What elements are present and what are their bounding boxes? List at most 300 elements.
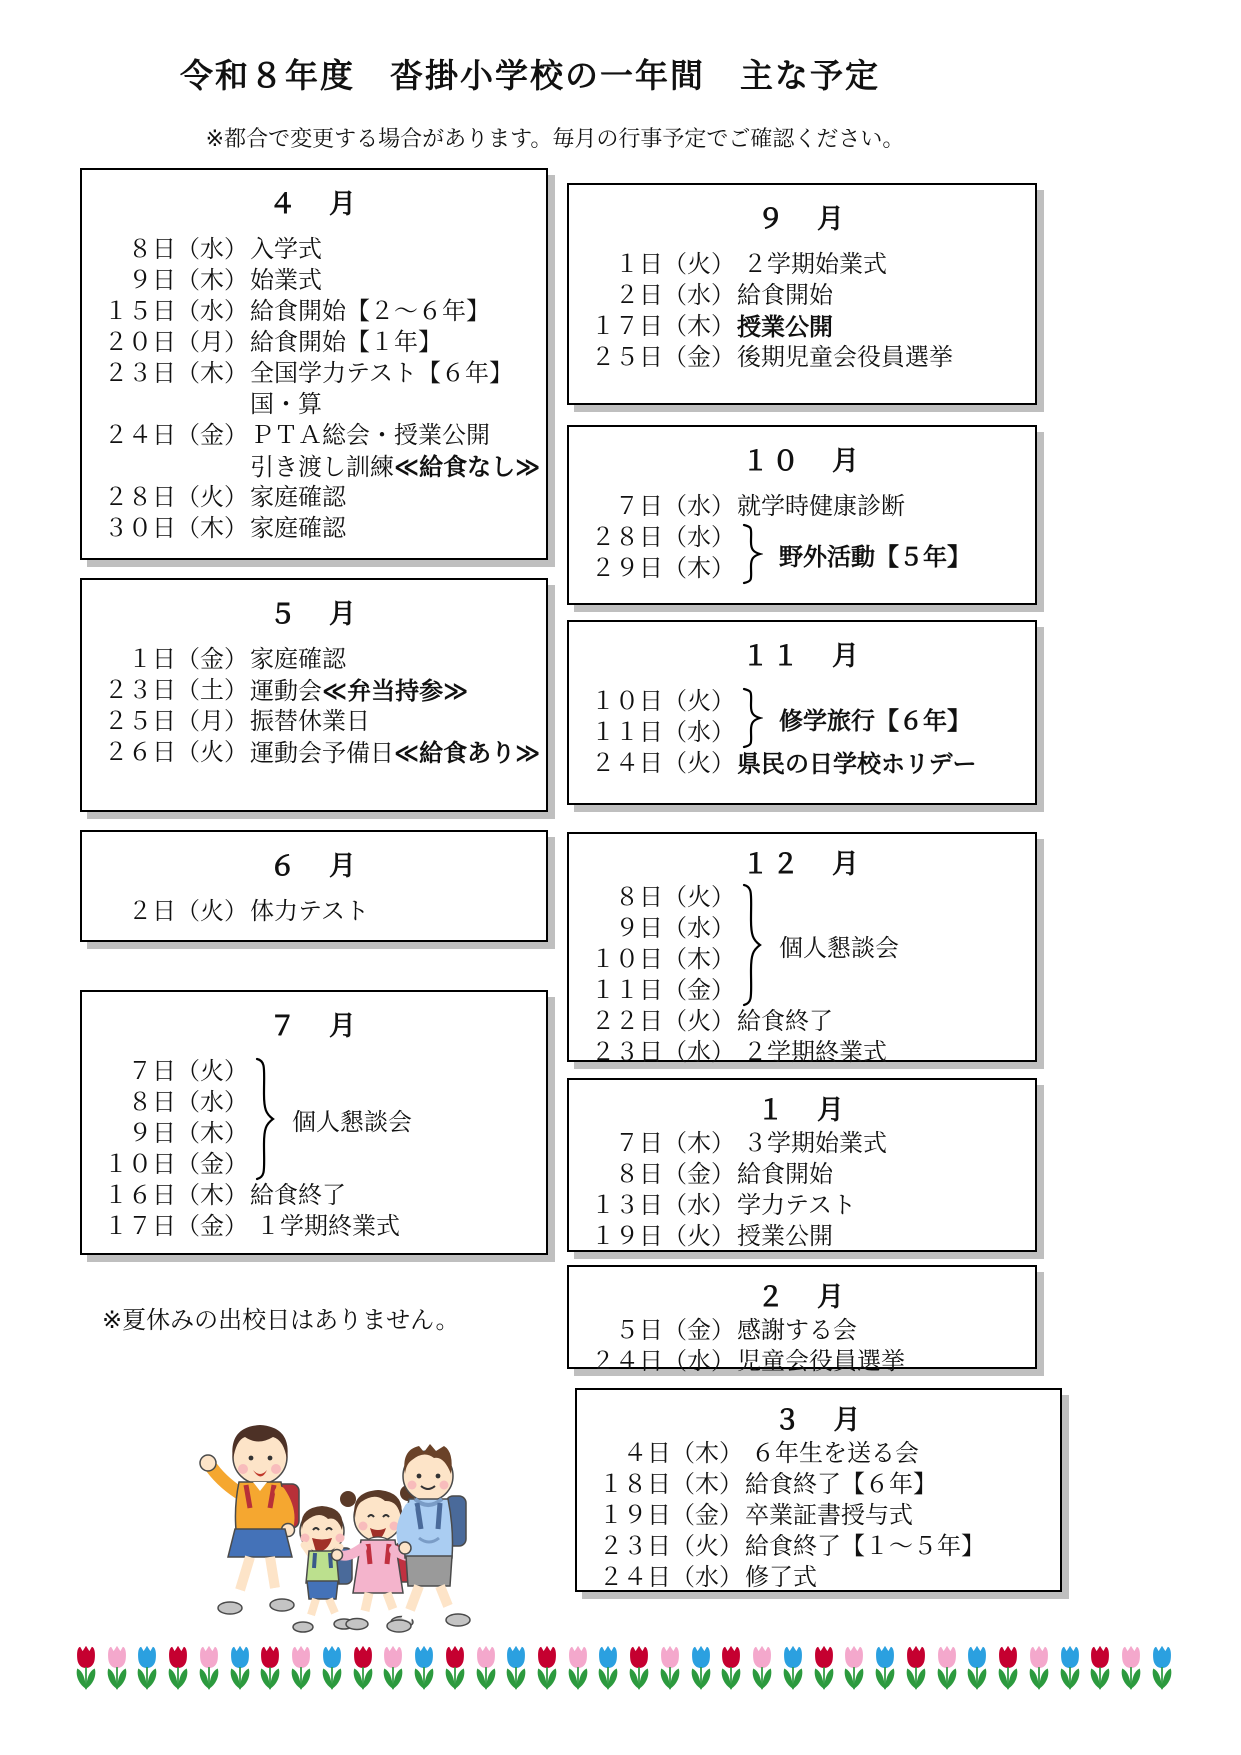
event-weekday: （月） xyxy=(176,330,248,356)
event-weekday: （水） xyxy=(176,1090,248,1116)
event-row xyxy=(583,976,737,1007)
tulip-icon xyxy=(533,1642,561,1698)
event-day: ２４日 xyxy=(104,423,176,449)
event-day: ２４日 xyxy=(591,1349,663,1375)
event-day: １１日 xyxy=(591,978,663,1004)
month-title: １１ 月 xyxy=(742,641,862,671)
event-weekday: （金） xyxy=(663,1162,735,1188)
month-box-january xyxy=(567,1078,1037,1252)
event-day: ２８日 xyxy=(591,525,663,551)
event-text-segment: 全国学力テスト【６年】 xyxy=(250,361,514,387)
tulip-icon xyxy=(748,1642,776,1698)
month-title: ２ 月 xyxy=(757,1282,847,1312)
event-text xyxy=(250,738,540,769)
tulip-icon xyxy=(594,1642,622,1698)
boy-green-icon xyxy=(293,1506,354,1632)
event-row xyxy=(96,1057,250,1088)
tulip-icon xyxy=(687,1642,715,1698)
tulip-icon xyxy=(287,1642,315,1698)
tulip-icon xyxy=(379,1642,407,1698)
event-row xyxy=(583,312,1035,343)
event-text xyxy=(745,1439,919,1470)
event-text xyxy=(737,250,887,281)
event-weekday: （木） xyxy=(671,1472,743,1498)
event-day: １日 xyxy=(128,647,176,673)
event-weekday: （金） xyxy=(176,647,248,673)
event-day: ４日 xyxy=(623,1441,671,1467)
event-group xyxy=(583,687,1035,749)
event-row xyxy=(96,1088,250,1119)
event-day: １７日 xyxy=(104,1214,176,1240)
event-text-segment: １学期終業式 xyxy=(250,1214,400,1240)
event-row xyxy=(96,707,546,738)
event-row xyxy=(96,1212,546,1243)
event-day: １６日 xyxy=(104,1183,176,1209)
event-text-segment: ＰＴＡ総会・授業公開 xyxy=(250,423,490,449)
page-title: 令和８年度 沓掛小学校の一年間 主な予定 xyxy=(180,57,880,94)
brace-icon xyxy=(739,687,763,749)
tulip-icon xyxy=(1056,1642,1084,1698)
brace-icon xyxy=(252,1057,276,1181)
event-weekday: （火） xyxy=(176,899,248,925)
event-text xyxy=(737,1347,905,1378)
event-row xyxy=(96,235,546,266)
event-row xyxy=(583,718,737,749)
month-box-april xyxy=(80,168,548,560)
month-box-june xyxy=(80,830,548,942)
event-row xyxy=(583,1316,1035,1347)
event-text-segment: 家庭確認 xyxy=(250,485,346,511)
event-text xyxy=(737,492,905,523)
tulip-icon xyxy=(810,1642,838,1698)
event-text-segment: 給食開始【２～６年】 xyxy=(250,299,490,325)
event-row xyxy=(583,914,737,945)
event-weekday: （木） xyxy=(176,1183,248,1209)
event-text xyxy=(250,297,490,328)
event-row xyxy=(583,883,737,914)
event-text xyxy=(737,1007,833,1038)
event-text-segment: 授業公開 xyxy=(737,1224,833,1250)
event-row xyxy=(583,523,737,554)
event-weekday: （火） xyxy=(663,252,735,278)
event-day: ７日 xyxy=(615,1131,663,1157)
event-row xyxy=(96,676,546,707)
event-text-segment: 給食開始 xyxy=(737,1162,833,1188)
tulip-icon xyxy=(1148,1642,1176,1698)
event-text-segment: 後期児童会役員選挙 xyxy=(737,345,953,371)
event-row xyxy=(96,266,546,297)
event-row xyxy=(583,1160,1035,1191)
event-weekday: （木） xyxy=(663,947,735,973)
tulip-icon xyxy=(318,1642,346,1698)
event-weekday xyxy=(176,390,250,421)
event-weekday: （木） xyxy=(671,1441,743,1467)
event-text-segment: 学力テスト xyxy=(737,1193,857,1219)
tulip-icon xyxy=(871,1642,899,1698)
event-text-segment: 給食終了【６年】 xyxy=(745,1472,937,1498)
event-day: ８日 xyxy=(128,237,176,263)
event-day: ９日 xyxy=(128,1121,176,1147)
event-text xyxy=(250,390,322,421)
tulip-icon xyxy=(1086,1642,1114,1698)
event-row xyxy=(583,343,1035,374)
event-weekday: （火） xyxy=(663,1224,735,1250)
tulip-icon xyxy=(256,1642,284,1698)
event-day: １９日 xyxy=(591,1224,663,1250)
event-text-segment: 給食終了 xyxy=(737,1009,833,1035)
event-day: ８日 xyxy=(615,1162,663,1188)
event-group xyxy=(96,1057,546,1181)
event-text-bold: ≪弁当持参≫ xyxy=(322,678,469,705)
month-box-may xyxy=(80,578,548,812)
month-title: １２ 月 xyxy=(742,849,862,879)
event-text-segment: 家庭確認 xyxy=(250,647,346,673)
event-row xyxy=(96,645,546,676)
tulip-icon xyxy=(1025,1642,1053,1698)
event-row xyxy=(96,359,546,390)
event-row xyxy=(96,514,546,545)
event-day: ７日 xyxy=(615,494,663,520)
month-title: １ 月 xyxy=(757,1095,847,1125)
event-row xyxy=(96,297,546,328)
event-day: ２２日 xyxy=(591,1009,663,1035)
event-weekday: （火） xyxy=(176,740,248,766)
event-text-segment: 国・算 xyxy=(250,392,322,418)
event-row xyxy=(96,1119,250,1150)
tulip-icon xyxy=(840,1642,868,1698)
event-day: １３日 xyxy=(591,1193,663,1219)
event-row xyxy=(583,492,1035,523)
event-row xyxy=(583,1007,1035,1038)
event-text xyxy=(250,483,346,514)
event-text xyxy=(250,1181,346,1212)
event-row xyxy=(591,1501,1060,1532)
event-day: ２０日 xyxy=(104,330,176,356)
group-label xyxy=(779,928,899,963)
boy-blue-icon xyxy=(387,1444,470,1632)
event-text xyxy=(250,235,322,266)
event-day: ２４日 xyxy=(591,751,663,777)
event-row xyxy=(583,1129,1035,1160)
tulip-icon xyxy=(133,1642,161,1698)
event-text-segment: 給食開始【１年】 xyxy=(250,330,442,356)
children-walking-illustration xyxy=(172,1380,472,1638)
event-weekday: （水） xyxy=(663,525,735,551)
event-text-segment: 給食終了【１～５年】 xyxy=(745,1534,985,1560)
event-row xyxy=(583,281,1035,312)
event-day: ２５日 xyxy=(591,345,663,371)
event-group xyxy=(583,523,1035,585)
event-text-segment: 卒業証書授与式 xyxy=(745,1503,913,1529)
tulip-icon xyxy=(164,1642,192,1698)
tulip-icon xyxy=(625,1642,653,1698)
event-day xyxy=(96,390,176,421)
event-text-bold: 県民の日学校ホリデー xyxy=(737,751,977,778)
event-text-segment: ６年生を送る会 xyxy=(745,1441,919,1467)
event-day: ２５日 xyxy=(104,709,176,735)
event-text xyxy=(745,1470,937,1501)
event-weekday: （火） xyxy=(663,1009,735,1035)
event-row xyxy=(583,250,1035,281)
event-text xyxy=(737,1129,887,1160)
month-title: ６ 月 xyxy=(269,851,359,881)
event-text-segment: 引き渡し訓練 xyxy=(250,455,394,481)
event-day: １日 xyxy=(615,252,663,278)
event-weekday: （火） xyxy=(176,1059,248,1085)
event-weekday: （木） xyxy=(176,516,248,542)
event-text-bold: 野外活動【５年】 xyxy=(779,543,971,571)
event-weekday: （水） xyxy=(663,1349,735,1375)
month-box-september xyxy=(567,183,1037,405)
event-weekday: （水） xyxy=(176,299,248,325)
tulip-icon xyxy=(902,1642,930,1698)
tulip-icon xyxy=(195,1642,223,1698)
event-text xyxy=(250,645,346,676)
event-text-bold: ≪給食あり≫ xyxy=(394,740,541,767)
month-title: １０ 月 xyxy=(742,446,862,476)
event-text-segment: 入学式 xyxy=(250,237,322,263)
event-text xyxy=(745,1532,985,1563)
event-text xyxy=(250,897,369,928)
event-text-segment: 給食開始 xyxy=(737,283,833,309)
event-text-segment: ３学期始業式 xyxy=(737,1131,887,1157)
event-row xyxy=(583,554,737,585)
group-label xyxy=(292,1102,412,1137)
event-text-bold: 授業公開 xyxy=(737,314,833,341)
tulip-icon xyxy=(1117,1642,1145,1698)
event-day: ２６日 xyxy=(104,740,176,766)
event-text xyxy=(737,1222,833,1253)
event-text xyxy=(737,343,953,374)
event-day xyxy=(96,452,176,483)
event-weekday: （火） xyxy=(663,689,735,715)
month-box-november xyxy=(567,620,1037,805)
event-weekday: （水） xyxy=(663,720,735,746)
event-day: ９日 xyxy=(615,916,663,942)
event-weekday: （火） xyxy=(663,885,735,911)
tulip-icon xyxy=(717,1642,745,1698)
event-text-segment: 始業式 xyxy=(250,268,322,294)
event-weekday: （水） xyxy=(671,1565,743,1591)
event-text-segment: 就学時健康診断 xyxy=(737,494,905,520)
event-text-bold: ≪給食なし≫ xyxy=(394,454,541,481)
tulip-icon xyxy=(441,1642,469,1698)
event-text xyxy=(737,281,833,312)
tulip-icon xyxy=(656,1642,684,1698)
month-box-march xyxy=(575,1388,1062,1592)
event-text-segment: 給食終了 xyxy=(250,1183,346,1209)
event-day: ２４日 xyxy=(599,1565,671,1591)
month-box-december xyxy=(567,832,1037,1066)
event-text-segment: 運動会予備日 xyxy=(250,741,394,767)
tulip-icon xyxy=(349,1642,377,1698)
event-weekday: （木） xyxy=(663,314,735,340)
tulip-icon xyxy=(564,1642,592,1698)
event-weekday: （水） xyxy=(663,1040,735,1066)
event-weekday: （金） xyxy=(176,1152,248,1178)
tulip-icon xyxy=(226,1642,254,1698)
event-row xyxy=(96,1150,250,1181)
tulip-icon xyxy=(72,1642,100,1698)
event-text-segment: 個人懇談会 xyxy=(779,935,899,962)
event-weekday: （金） xyxy=(663,345,735,371)
event-day: ８日 xyxy=(128,1090,176,1116)
event-day: ２３日 xyxy=(104,361,176,387)
event-row xyxy=(583,1191,1035,1222)
event-day: ２９日 xyxy=(591,556,663,582)
event-row xyxy=(583,687,737,718)
event-row xyxy=(591,1439,1060,1470)
event-text-segment: 修了式 xyxy=(745,1565,817,1591)
event-text-segment: ２学期終業式 xyxy=(737,1040,887,1066)
event-day: ２日 xyxy=(615,283,663,309)
event-text xyxy=(250,328,442,359)
event-text xyxy=(250,452,540,483)
month-title: ９ 月 xyxy=(757,204,847,234)
event-row xyxy=(591,1470,1060,1501)
event-text xyxy=(745,1501,913,1532)
event-day: １５日 xyxy=(104,299,176,325)
event-day: ２８日 xyxy=(104,485,176,511)
event-text xyxy=(250,707,370,738)
event-weekday: （金） xyxy=(663,1318,735,1344)
event-weekday: （木） xyxy=(663,1131,735,1157)
event-day: ９日 xyxy=(128,268,176,294)
event-row xyxy=(583,945,737,976)
event-row xyxy=(583,1222,1035,1253)
event-weekday: （金） xyxy=(671,1503,743,1529)
event-text xyxy=(737,1316,857,1347)
event-weekday: （水） xyxy=(663,1193,735,1219)
event-text xyxy=(250,1212,400,1243)
event-weekday: （火） xyxy=(663,751,735,777)
event-day: １０日 xyxy=(104,1152,176,1178)
event-text-segment: 振替休業日 xyxy=(250,709,370,735)
event-text xyxy=(250,359,513,390)
event-day: ８日 xyxy=(615,885,663,911)
event-text xyxy=(737,749,977,780)
month-title: ４ 月 xyxy=(269,189,359,219)
event-row xyxy=(96,738,546,769)
event-weekday: （水） xyxy=(663,283,735,309)
month-title: ７ 月 xyxy=(269,1011,359,1041)
event-row xyxy=(96,483,546,514)
event-text xyxy=(250,266,322,297)
event-weekday: （火） xyxy=(176,485,248,511)
event-text-segment: 個人懇談会 xyxy=(292,1109,412,1136)
month-title: ５ 月 xyxy=(269,599,359,629)
tulip-border xyxy=(72,1642,1176,1700)
event-row xyxy=(96,1181,546,1212)
event-text-segment: 児童会役員選挙 xyxy=(737,1349,905,1375)
month-box-july xyxy=(80,990,548,1255)
tulip-icon xyxy=(502,1642,530,1698)
event-text-segment: 体力テスト xyxy=(250,899,370,925)
event-text-segment: ２学期始業式 xyxy=(737,252,887,278)
event-weekday: （土） xyxy=(176,678,248,704)
event-text-segment: 家庭確認 xyxy=(250,516,346,542)
event-row xyxy=(96,328,546,359)
event-row xyxy=(96,390,546,421)
event-row xyxy=(96,421,546,452)
event-row xyxy=(583,749,1035,780)
event-day: １０日 xyxy=(591,689,663,715)
event-weekday: （木） xyxy=(176,1121,248,1147)
tulip-icon xyxy=(933,1642,961,1698)
event-day: ７日 xyxy=(128,1059,176,1085)
event-day: ２日 xyxy=(128,899,176,925)
event-weekday xyxy=(176,452,250,483)
event-text xyxy=(250,514,346,545)
tulip-icon xyxy=(103,1642,131,1698)
event-day: １７日 xyxy=(591,314,663,340)
tulip-icon xyxy=(963,1642,991,1698)
brace-icon xyxy=(739,523,763,585)
event-row xyxy=(591,1532,1060,1563)
event-row xyxy=(591,1563,1060,1594)
event-weekday: （金） xyxy=(176,1214,248,1240)
event-weekday: （水） xyxy=(176,237,248,263)
event-row xyxy=(583,1347,1035,1378)
event-day: １８日 xyxy=(599,1472,671,1498)
group-label xyxy=(779,537,971,572)
event-text xyxy=(737,312,833,343)
event-row xyxy=(96,452,546,483)
event-day: １０日 xyxy=(591,947,663,973)
brace-icon xyxy=(739,883,763,1007)
event-text xyxy=(745,1563,817,1594)
tulip-icon xyxy=(472,1642,500,1698)
event-day: １１日 xyxy=(591,720,663,746)
event-text xyxy=(250,676,468,707)
tulip-icon xyxy=(779,1642,807,1698)
month-box-february xyxy=(567,1265,1037,1375)
event-day: ５日 xyxy=(615,1318,663,1344)
event-group xyxy=(583,883,1035,1007)
event-text-segment: 運動会 xyxy=(250,679,322,705)
event-day: ２３日 xyxy=(104,678,176,704)
event-text-segment: 感謝する会 xyxy=(737,1318,857,1344)
event-row xyxy=(583,1038,1035,1069)
event-weekday: （金） xyxy=(176,423,248,449)
event-weekday: （金） xyxy=(663,978,735,1004)
event-text xyxy=(737,1191,856,1222)
event-row xyxy=(96,897,546,928)
tulip-icon xyxy=(410,1642,438,1698)
month-title: ３ 月 xyxy=(773,1405,864,1435)
event-day: １９日 xyxy=(599,1503,671,1529)
event-day: ２３日 xyxy=(599,1534,671,1560)
event-weekday: （水） xyxy=(663,916,735,942)
event-text xyxy=(737,1160,833,1191)
event-day: ３０日 xyxy=(104,516,176,542)
event-text-bold: 修学旅行【６年】 xyxy=(779,707,971,735)
event-weekday: （火） xyxy=(671,1534,743,1560)
event-weekday: （木） xyxy=(663,556,735,582)
girl-orange-icon xyxy=(200,1425,299,1614)
group-label xyxy=(779,701,971,736)
event-text xyxy=(250,421,490,452)
event-day: ２３日 xyxy=(591,1040,663,1066)
event-weekday: （月） xyxy=(176,709,248,735)
change-note: ※都合で変更する場合があります。毎月の行事予定でご確認ください。 xyxy=(205,126,905,151)
summer-note: ※夏休みの出校日はありません。 xyxy=(102,1307,460,1334)
event-weekday: （木） xyxy=(176,361,248,387)
tulip-icon xyxy=(994,1642,1022,1698)
event-text xyxy=(737,1038,887,1069)
event-weekday: （水） xyxy=(663,494,735,520)
event-weekday: （木） xyxy=(176,268,248,294)
